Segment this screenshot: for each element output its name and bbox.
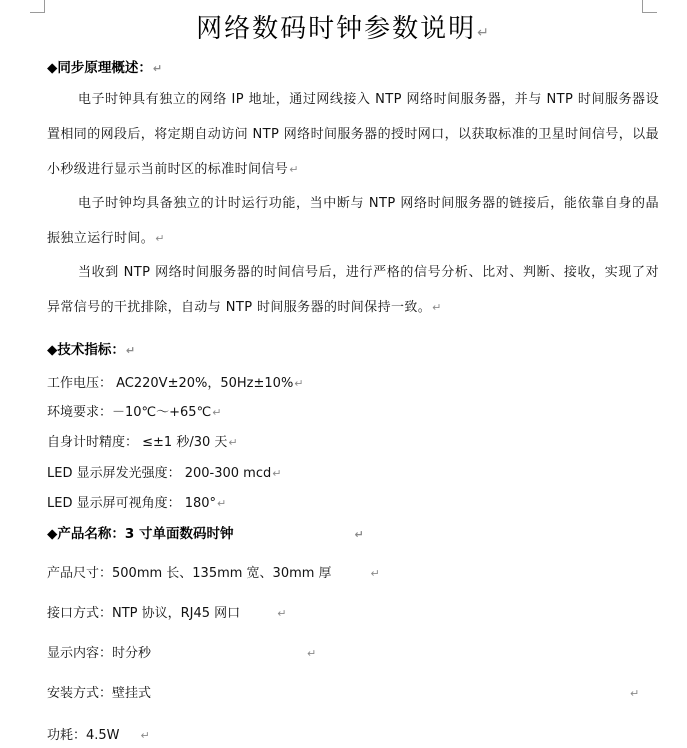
- spec-item-voltage: 工作电压： AC220V±20%，50Hz±10%↵: [47, 376, 304, 391]
- paragraph-mark-icon: ↵: [140, 729, 150, 742]
- section-heading-principle: ◆同步原理概述：↵: [47, 60, 163, 76]
- principle-paragraph-1: 电子时钟具有独立的网络 IP 地址，通过网线接入 NTP 网络时间服务器，并与 NTP 时间服务器设置相同的网段后，将定期自动访问 NTP 网络时间服务器的授时网口，以获取标准的卫星时间信号，以最小秒级进行显示当前时区的标准时间信号↵: [47, 92, 659, 177]
- paragraph-mark-icon: ↵: [152, 62, 163, 75]
- spec-item-brightness: LED 显示屏发光强度： 200-300 mcd↵: [47, 466, 282, 481]
- paragraph-mark-icon: ↵: [217, 497, 227, 510]
- product-item-display: 显示内容：时分秒 ↵: [47, 646, 317, 661]
- paragraph-mark-icon: ↵: [125, 344, 136, 357]
- paragraph-mark-icon: ↵: [354, 528, 364, 541]
- paragraph-mark-icon: ↵: [272, 467, 282, 480]
- paragraph-mark-icon: ↵: [294, 377, 304, 390]
- principle-paragraph-2: 电子时钟均具备独立的计时运行功能，当中断与 NTP 网络时间服务器的链接后，能依靠自身的晶振独立运行时间。↵: [47, 196, 659, 246]
- section-heading-product: ◆产品名称：3 寸单面数码时钟 ↵: [47, 526, 364, 542]
- product-item-mounting: 安装方式：壁挂式 ↵: [47, 686, 640, 701]
- spec-item-accuracy: 自身计时精度： ≤±1 秒/30 天↵: [47, 435, 238, 450]
- paragraph-mark-icon: ↵: [630, 687, 640, 700]
- paragraph-mark-icon: ↵: [370, 567, 380, 580]
- principle-paragraph-3: 当收到 NTP 网络时间服务器的时间信号后，进行严格的信号分析、比对、判断、接收，实现了对异常信号的干扰排除，自动与 NTP 时间服务器的时间保持一致。↵: [47, 265, 659, 315]
- paragraph-mark-icon: ↵: [307, 647, 317, 660]
- paragraph-mark-icon: ↵: [212, 406, 222, 419]
- product-item-power: 功耗：4.5W ↵: [47, 728, 150, 743]
- paragraph-mark-icon: ↵: [277, 607, 287, 620]
- document-title-text: 网络数码时钟参数说明: [196, 14, 477, 44]
- spec-item-environment: 环境要求：－10℃～+65℃↵: [47, 405, 222, 420]
- paragraph-mark-icon: ↵: [155, 232, 165, 245]
- paragraph-mark-icon: ↵: [289, 163, 299, 176]
- document-title: [0, 8, 687, 45]
- paragraph-mark-icon: ↵: [432, 301, 442, 314]
- paragraph-mark-icon: ↵: [477, 25, 491, 41]
- product-item-size: 产品尺寸：500mm 长、135mm 宽、30mm 厚 ↵: [47, 566, 380, 581]
- product-item-interface: 接口方式：NTP 协议，RJ45 网口 ↵: [47, 606, 287, 621]
- spec-item-viewing-angle: LED 显示屏可视角度： 180°↵: [47, 496, 227, 511]
- paragraph-mark-icon: ↵: [228, 436, 238, 449]
- section-heading-specs: ◆技术指标：↵: [47, 342, 136, 358]
